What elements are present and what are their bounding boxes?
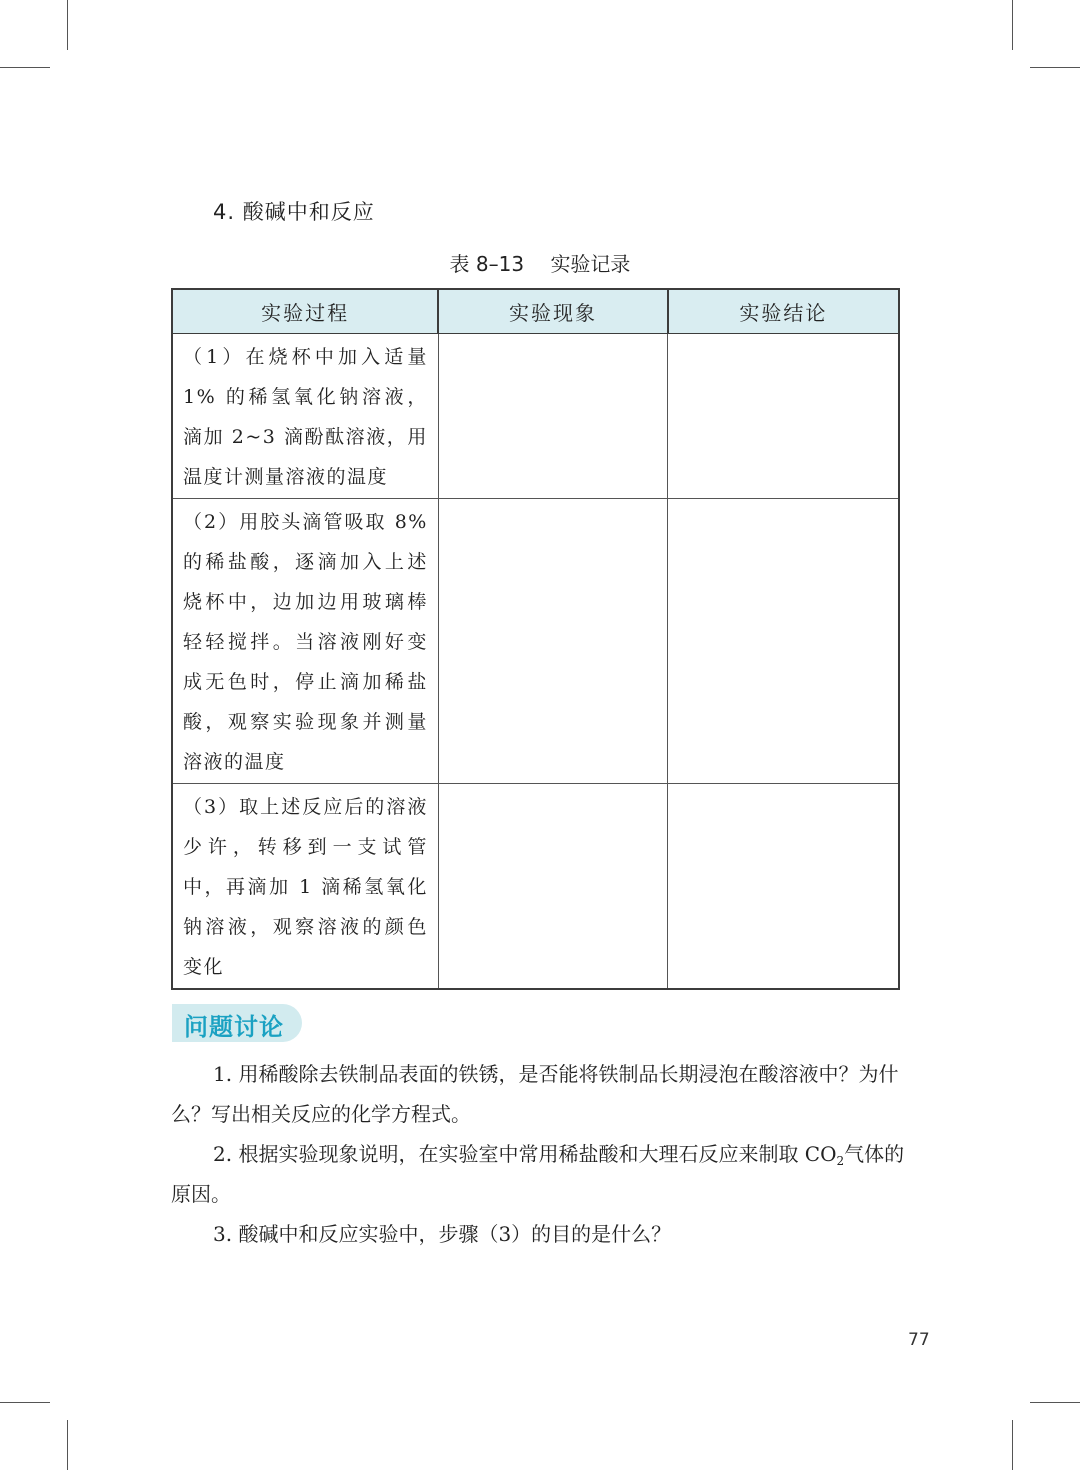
conclusion-cell[interactable] [668, 784, 899, 990]
page-number: 77 [908, 1330, 930, 1350]
table-caption [0, 248, 1080, 277]
step-3-text: （3）取上述反应后的溶液少许，转移到一支试管中，再滴加 1 滴稀氢氧化钠溶液，观察溶液的颜色变化 [183, 796, 428, 978]
question-2 [171, 1134, 911, 1214]
process-cell [172, 499, 438, 784]
question-2-main: 2. 根据实验现象说明，在实验室中常用稀盐酸和大理石反应来制取 CO [213, 1142, 837, 1166]
table-caption-number: 表 8–13 [449, 252, 525, 276]
crop-mark-top-left-h [0, 67, 50, 68]
table-header-row [172, 289, 899, 334]
header-phenomenon: 实验现象 [438, 289, 667, 334]
discussion-badge [172, 1004, 302, 1042]
crop-mark-bottom-right-v [1012, 1420, 1013, 1470]
discussion-questions [171, 1054, 911, 1254]
crop-mark-bottom-left-v [67, 1420, 68, 1470]
crop-mark-bottom-left-h [0, 1402, 50, 1403]
process-cell [172, 334, 438, 499]
table-row [172, 784, 899, 990]
question-3: 3. 酸碱中和反应实验中，步骤（3）的目的是什么？ [213, 1222, 672, 1246]
table-row [172, 334, 899, 499]
section-heading: 4. 酸碱中和反应 [213, 200, 375, 224]
question-1: 1. 用稀酸除去铁制品表面的铁锈，是否能将铁制品长期浸泡在酸溶液中？为什么？写出相关反应的化学方程式。 [171, 1062, 899, 1126]
experiment-record-table [171, 288, 900, 990]
header-conclusion: 实验结论 [668, 289, 899, 334]
header-process: 实验过程 [172, 289, 438, 334]
phenomenon-cell[interactable] [438, 784, 667, 990]
question-2-tail: 气体的原因。 [171, 1142, 905, 1206]
step-1-text: （1）在烧杯中加入适量1% 的稀氢氧化钠溶液，滴加 2~3 滴酚酞溶液，用温度计测量溶液的温度 [183, 346, 428, 488]
step-2-text: （2）用胶头滴管吸取 8%的稀盐酸，逐滴加入上述烧杯中，边加边用玻璃棒轻轻搅拌。当溶液刚好变成无色时，停止滴加稀盐酸，观察实验现象并测量溶液的温度 [183, 511, 428, 773]
phenomenon-cell[interactable] [438, 499, 667, 784]
co2-subscript: 2 [836, 1154, 845, 1168]
process-cell [172, 784, 438, 990]
phenomenon-cell[interactable] [438, 334, 667, 499]
table-row [172, 499, 899, 784]
crop-mark-top-left-v [67, 0, 68, 50]
conclusion-cell[interactable] [668, 334, 899, 499]
discussion-title: 问题讨论 [184, 1013, 284, 1041]
crop-mark-top-right-v [1012, 0, 1013, 50]
crop-mark-top-right-h [1030, 67, 1080, 68]
table-caption-title: 实验记录 [550, 252, 631, 276]
crop-mark-bottom-right-h [1030, 1402, 1080, 1403]
conclusion-cell[interactable] [668, 499, 899, 784]
